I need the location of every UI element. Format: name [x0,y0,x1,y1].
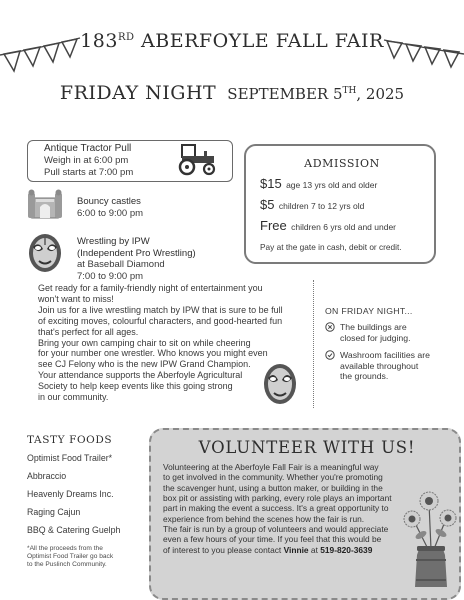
wrestling-location: at Baseball Diamond [77,259,165,270]
sunflower-milk-can-icon [401,489,461,589]
friday-night-item [325,350,455,382]
volunteer-body: Volunteering at the Aberfoyle Fall Fair is a meaningful way to get involved in the community. Whether you're promoting the scavenger hunt, using a button maker, or building in the box pit or assisting with parking, every role plays an important part in making the event a success. It's a great opportunity to experience from behind the scenes how the fair is run. The fair is run by a group of volunteers and would appreciate even a few hours of your time. If you feel that this would be of interest to you please contact [163,462,392,555]
food-vendor: Optimist Food Trailer* [27,453,113,463]
subtitle-main: FRIDAY NIGHT [59,82,217,104]
tasty-foods [27,434,147,569]
volunteer-title: VOLUNTEER WITH US! [198,438,416,457]
admission-desc: children 7 to 12 yrs old [278,201,365,211]
admission-row [260,197,434,212]
admission-price: $5 [260,197,275,212]
subtitle-date [227,85,404,103]
bouncy-castles-title: Bouncy castles [77,196,141,207]
tractor-pull-title: Antique Tractor Pull [44,143,132,154]
friday-night-title: ON FRIDAY NIGHT... [325,306,413,316]
admission-row [260,176,434,191]
volunteer-contact-phone: 519-820-3639 [320,544,373,555]
tractor-pull-start: Pull starts at 7:00 pm [44,167,134,178]
date-suffix: TH [342,86,357,96]
date-year: , 2025 [356,85,405,103]
section-divider [313,280,314,408]
friday-night-notes [325,306,455,389]
volunteer-text [163,462,418,555]
admission-box [244,144,436,264]
wrestling-event [77,236,196,282]
bouncy-castles-time: 6:00 to 9:00 pm [77,207,144,219]
bouncy-castles-event [77,196,143,219]
tasty-foods-title: TASTY FOODS [27,434,113,446]
friday-night-item-text: The buildings are closed for judging. [340,322,411,343]
admission-row [260,218,434,233]
date-day: SEPTEMBER 5 [227,85,343,103]
check-circle-icon [325,350,335,360]
page-title [0,30,464,52]
wrestling-mask-icon [27,233,63,273]
friday-night-item-text: Washroom facilities are available throughout the grounds. [340,350,430,381]
title-ordinal-suffix: RD [117,32,135,43]
tasty-foods-note: *All the proceeds from the Optimist Food Trailer go back to the Puslinch Community. [27,545,114,569]
food-vendor: Abbraccio [27,471,67,482]
food-vendor: Heavenly Dreams Inc. [27,489,114,500]
wrestling-mask-icon [262,363,298,405]
volunteer-contact-at: at [308,544,321,555]
page-subtitle [0,82,464,104]
bouncy-castle-icon [27,189,63,221]
wrestling-title: Wrestling by IPW [77,236,150,247]
food-vendor: BBQ & Catering Guelph [27,525,121,536]
food-vendor: Raging Cajun [27,507,81,518]
friday-night-item [325,322,455,343]
volunteer-contact-name: Vinnie [283,544,309,555]
event-description-text: Get ready for a family-friendly night of entertainment you won't want to miss! Join us for a live wrestling match by IPW that is sure to be full of exciting moves, colourful characters, and good-hearted fun that's perfect for all ages. Bring your own camping chair to sit on while cheering for your number one wrestler. Who knows you might even see CJ Felony who is the new IPW Grand Champion. Your attendance supports the Aberfoyle Agricultural Society to help keep events like this going strong in our community. [38,283,283,403]
title-text: ABERFOYLE FALL FAIR [141,30,384,52]
admission-title: ADMISSION [304,157,380,170]
wrestling-subtitle: (Independent Pro Wrestling) [77,247,196,259]
title-ordinal: 183 [80,30,118,52]
admission-price: $15 [260,176,282,191]
tractor-pull-weigh-in: Weigh in at 6:00 pm [44,155,129,166]
close-circle-icon [325,322,335,332]
admission-price: Free [260,218,287,233]
tractor-icon [176,143,218,176]
admission-desc: children 6 yrs old and under [291,222,397,232]
admission-desc: age 13 yrs old and older [286,180,378,190]
admission-payment-note: Pay at the gate in cash, debit or credit. [260,242,402,252]
wrestling-time: 7:00 to 9:00 pm [77,270,144,282]
